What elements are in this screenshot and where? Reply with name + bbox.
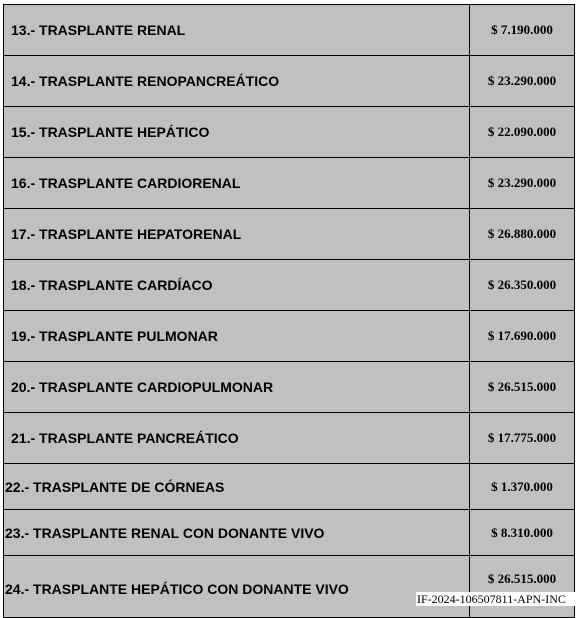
procedure-name: 23.- TRASPLANTE RENAL CON DONANTE VIVO (4, 510, 470, 556)
table-row (4, 556, 575, 618)
procedure-price: $ 23.290.000 (470, 158, 575, 209)
table-row (4, 464, 575, 510)
procedure-price: $ 26.350.000 (470, 260, 575, 311)
procedure-name: 21.- TRASPLANTE PANCREÁTICO (4, 413, 470, 464)
procedure-price: $ 22.090.000 (470, 107, 575, 158)
procedure-name: 15.- TRASPLANTE HEPÁTICO (4, 107, 470, 158)
procedure-name: 19.- TRASPLANTE PULMONAR (4, 311, 470, 362)
table-row (4, 5, 575, 56)
procedure-price: $ 1.370.000 (470, 464, 575, 510)
procedure-price: $ 23.290.000 (470, 56, 575, 107)
procedure-name: 18.- TRASPLANTE CARDÍACO (4, 260, 470, 311)
table-row (4, 311, 575, 362)
table-row (4, 209, 575, 260)
document-identifier: IF-2024-106507811-APN-INC (416, 592, 577, 606)
procedure-price: $ 26.880.000 (470, 209, 575, 260)
table-row (4, 56, 575, 107)
procedure-name: 16.- TRASPLANTE CARDIORENAL (4, 158, 470, 209)
procedure-price: $ 26.515.000 (470, 362, 575, 413)
transplant-price-table (3, 4, 575, 618)
procedure-name: 20.- TRASPLANTE CARDIOPULMONAR (4, 362, 470, 413)
table-row (4, 362, 575, 413)
procedure-price: $ 26.515.000 (470, 556, 575, 618)
table-row (4, 158, 575, 209)
procedure-name: 24.- TRASPLANTE HEPÁTICO CON DONANTE VIVO (4, 556, 470, 618)
procedure-name: 22.- TRASPLANTE DE CÓRNEAS (4, 464, 470, 510)
procedure-name: 14.- TRASPLANTE RENOPANCREÁTICO (4, 56, 470, 107)
procedure-price: $ 7.190.000 (470, 5, 575, 56)
procedure-price: $ 17.775.000 (470, 413, 575, 464)
table-row (4, 260, 575, 311)
table-row (4, 413, 575, 464)
procedure-price: $ 17.690.000 (470, 311, 575, 362)
table-row (4, 510, 575, 556)
procedure-name: 17.- TRASPLANTE HEPATORENAL (4, 209, 470, 260)
procedure-price: $ 8.310.000 (470, 510, 575, 556)
procedure-name: 13.- TRASPLANTE RENAL (4, 5, 470, 56)
table-row (4, 107, 575, 158)
